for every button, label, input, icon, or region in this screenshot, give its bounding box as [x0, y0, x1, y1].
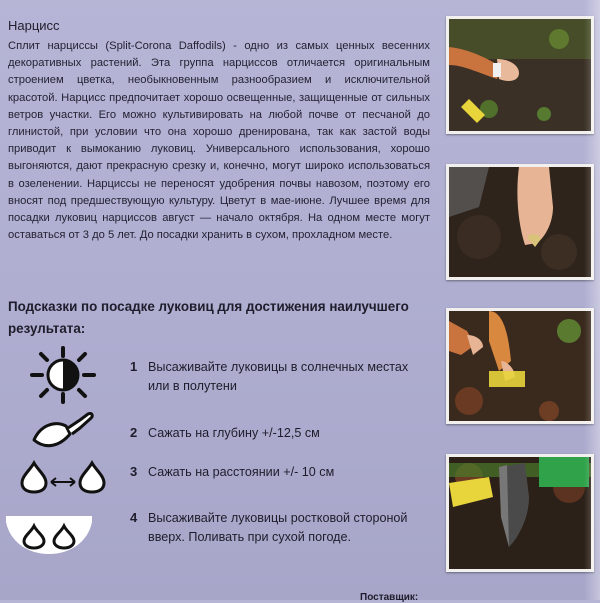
bulbs-in-soil-icon — [4, 510, 94, 561]
page-title: Нарцисс — [8, 18, 60, 33]
trowel-icon — [30, 410, 94, 459]
photo-planting-step-4 — [446, 454, 594, 572]
tip-text: Высаживайте луковицы ростковой стороной вверх. Поливать при сухой погоде. — [148, 511, 408, 544]
photo-planting-step-3 — [446, 308, 594, 424]
tip-number: 2 — [130, 425, 138, 440]
edge-glare — [584, 0, 600, 600]
tips-heading: Подсказки по посадке луковиц для достижения наилучшего результата: — [8, 299, 409, 336]
photo-planting-step-1 — [446, 16, 594, 134]
sun-halfshade-icon — [30, 346, 96, 409]
footer-supplier-label: Поставщик: — [360, 592, 419, 603]
tip-number: 3 — [130, 464, 138, 479]
tip-number: 4 — [130, 510, 138, 525]
photo-planting-step-2 — [446, 164, 594, 280]
bulb-spacing-icon — [20, 460, 106, 499]
tip-text: Высаживайте луковицы в солнечных местах или в полутени — [148, 360, 409, 393]
description-text: Сплит нарциссы (Split-Corona Daffodils) - одно из самых ценных весенних декоративных растений. Эта группа нарциссов отличается оригинальным строением цветка, необыкновенным разнообразием и исключительной красотой. Нарцисс предпочитает хорошо освещенные, защищенные от сильных ветров участки. Его можно культивировать на любой почве от песчаной до глинистой, при условии что она хорошо дренирована, так как застой воды приводит к вымоканию луковиц. Универсального использования, хорошо выгоняются, дают прекрасную срезку и, конечно, могут широко использоваться в озеленении. Нарциссы не переносят удобрения почвы навозом, поэтому его вносят под предшествующую культуру. Цветут в мае-июне. Лучшее время для посадки луковиц нарциссов август — начало октября. На одном месте могут оставаться от 3 до 5 лет. До посадки хранить в сухом, прохладном месте. — [8, 40, 430, 242]
tip-text: Сажать на расстоянии +/- 10 см — [148, 465, 335, 479]
tip-text: Сажать на глубину +/-12,5 см — [148, 426, 320, 440]
tip-number: 1 — [130, 359, 138, 374]
